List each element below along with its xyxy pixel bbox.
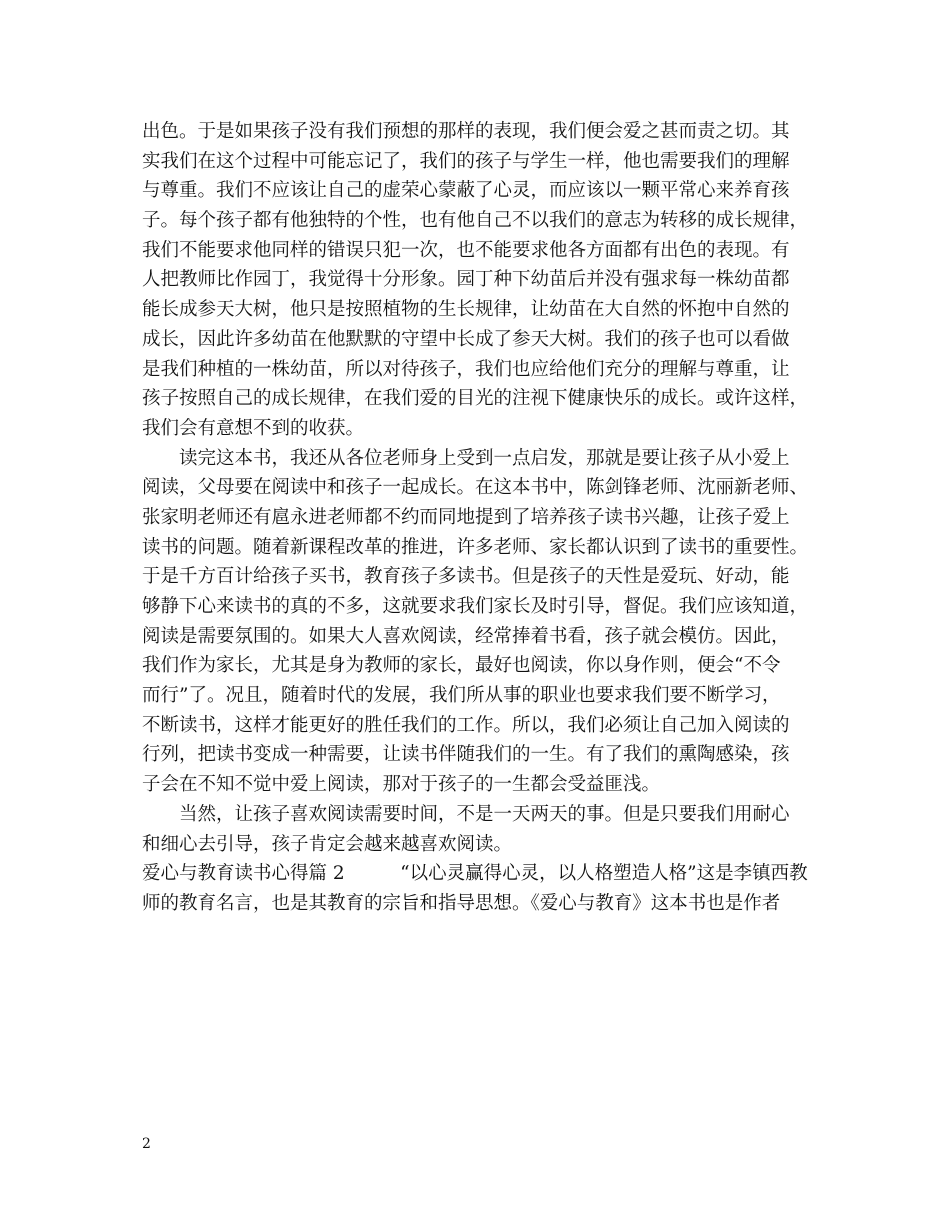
page-number: 2 [142,1136,151,1152]
text-line: 阅读是需要氛围的。如果大人喜欢阅读，经常捧着书看，孩子就会模仿。因此， [142,625,790,647]
text-line: 阅读，父母要在阅读中和孩子一起成长。在这本书中，陈剑锋老师、沈丽新老师、 [142,477,809,499]
text-line: 孩子按照自己的成长规律，在我们爱的目光的注视下健康快乐的成长。或许这样， [142,388,809,410]
text-line: 出色。于是如果孩子没有我们预想的那样的表现，我们便会爱之甚而责之切。其 [142,121,790,142]
text-line: 子会在不知不觉中爱上阅读，那对于孩子的一生都会受益匪浅。 [142,774,661,796]
text-line: 不断读书，这样才能更好的胜任我们的工作。所以，我们必须让自己加入阅读的 [142,714,790,736]
text-line: 而行”了。况且，随着时代的发展，我们所从事的职业也要求我们要不断学习， [142,685,781,707]
text-line: 是我们种植的一株幼苗，所以对待孩子，我们也应给他们充分的理解与尊重，让 [142,358,790,380]
text-line: 实我们在这个过程中可能忘记了，我们的孩子与学生一样，他也需要我们的理解 [142,150,790,172]
text-line: 张家明老师还有扈永进老师都不约而同地提到了培养孩子读书兴趣，让孩子爱上 [142,506,790,528]
text-line: 于是千方百计给孩子买书，教育孩子多读书。但是孩子的天性是爱玩、好动，能 [142,566,790,588]
text-line: 与尊重。我们不应该让自己的虚荣心蒙蔽了心灵，而应该以一颗平常心来养育孩 [142,180,790,202]
text-line: 师的教育名言，也是其教育的宗旨和指导思想。《爱心与教育》这本书也是作者 [142,892,781,914]
text-line: 成长，因此许多幼苗在他默默的守望中长成了参天大树。我们的孩子也可以看做 [142,328,790,350]
text-line: 子。每个孩子都有他独特的个性，也有他自己不以我们的意志为转移的成长规律， [142,210,809,232]
text-line: 够静下心来读书的真的不多，这就要求我们家长及时引导，督促。我们应该知道， [142,596,809,617]
text-line: 读完这本书，我还从各位老师身上受到一点启发，那就是要让孩子从小爱上 [142,447,790,469]
text-line: 读书的问题。随着新课程改革的推进，许多老师、家长都认识到了读书的重要性。 [142,536,809,558]
text-line: 当然，让孩子喜欢阅读需要时间，不是一天两天的事。但是只要我们用耐心 [142,803,790,825]
text-line: 我们会有意想不到的收获。 [142,417,365,439]
text-line: 我们不能要求他同样的错误只犯一次，也不能要求他各方面都有出色的表现。有 [142,239,790,261]
body-text [142,117,832,919]
section-heading-line: 爱心与教育读书心得篇 2 “以心灵赢得心灵，以人格塑造人格”这是李镇西教 [142,863,808,885]
text-line: 人把教师比作园丁，我觉得十分形象。园丁种下幼苗后并没有强求每一株幼苗都 [142,269,790,291]
text-line: 和细心去引导，孩子肯定会越来越喜欢阅读。 [142,833,513,855]
text-line: 能长成参天大树，他只是按照植物的生长规律，让幼苗在大自然的怀抱中自然的 [142,299,790,321]
text-line: 我们作为家长，尤其是身为教师的家长，最好也阅读，你以身作则，便会“不令 [142,655,781,677]
text-line: 行列，把读书变成一种需要，让读书伴随我们的一生。有了我们的熏陶感染，孩 [142,744,790,766]
